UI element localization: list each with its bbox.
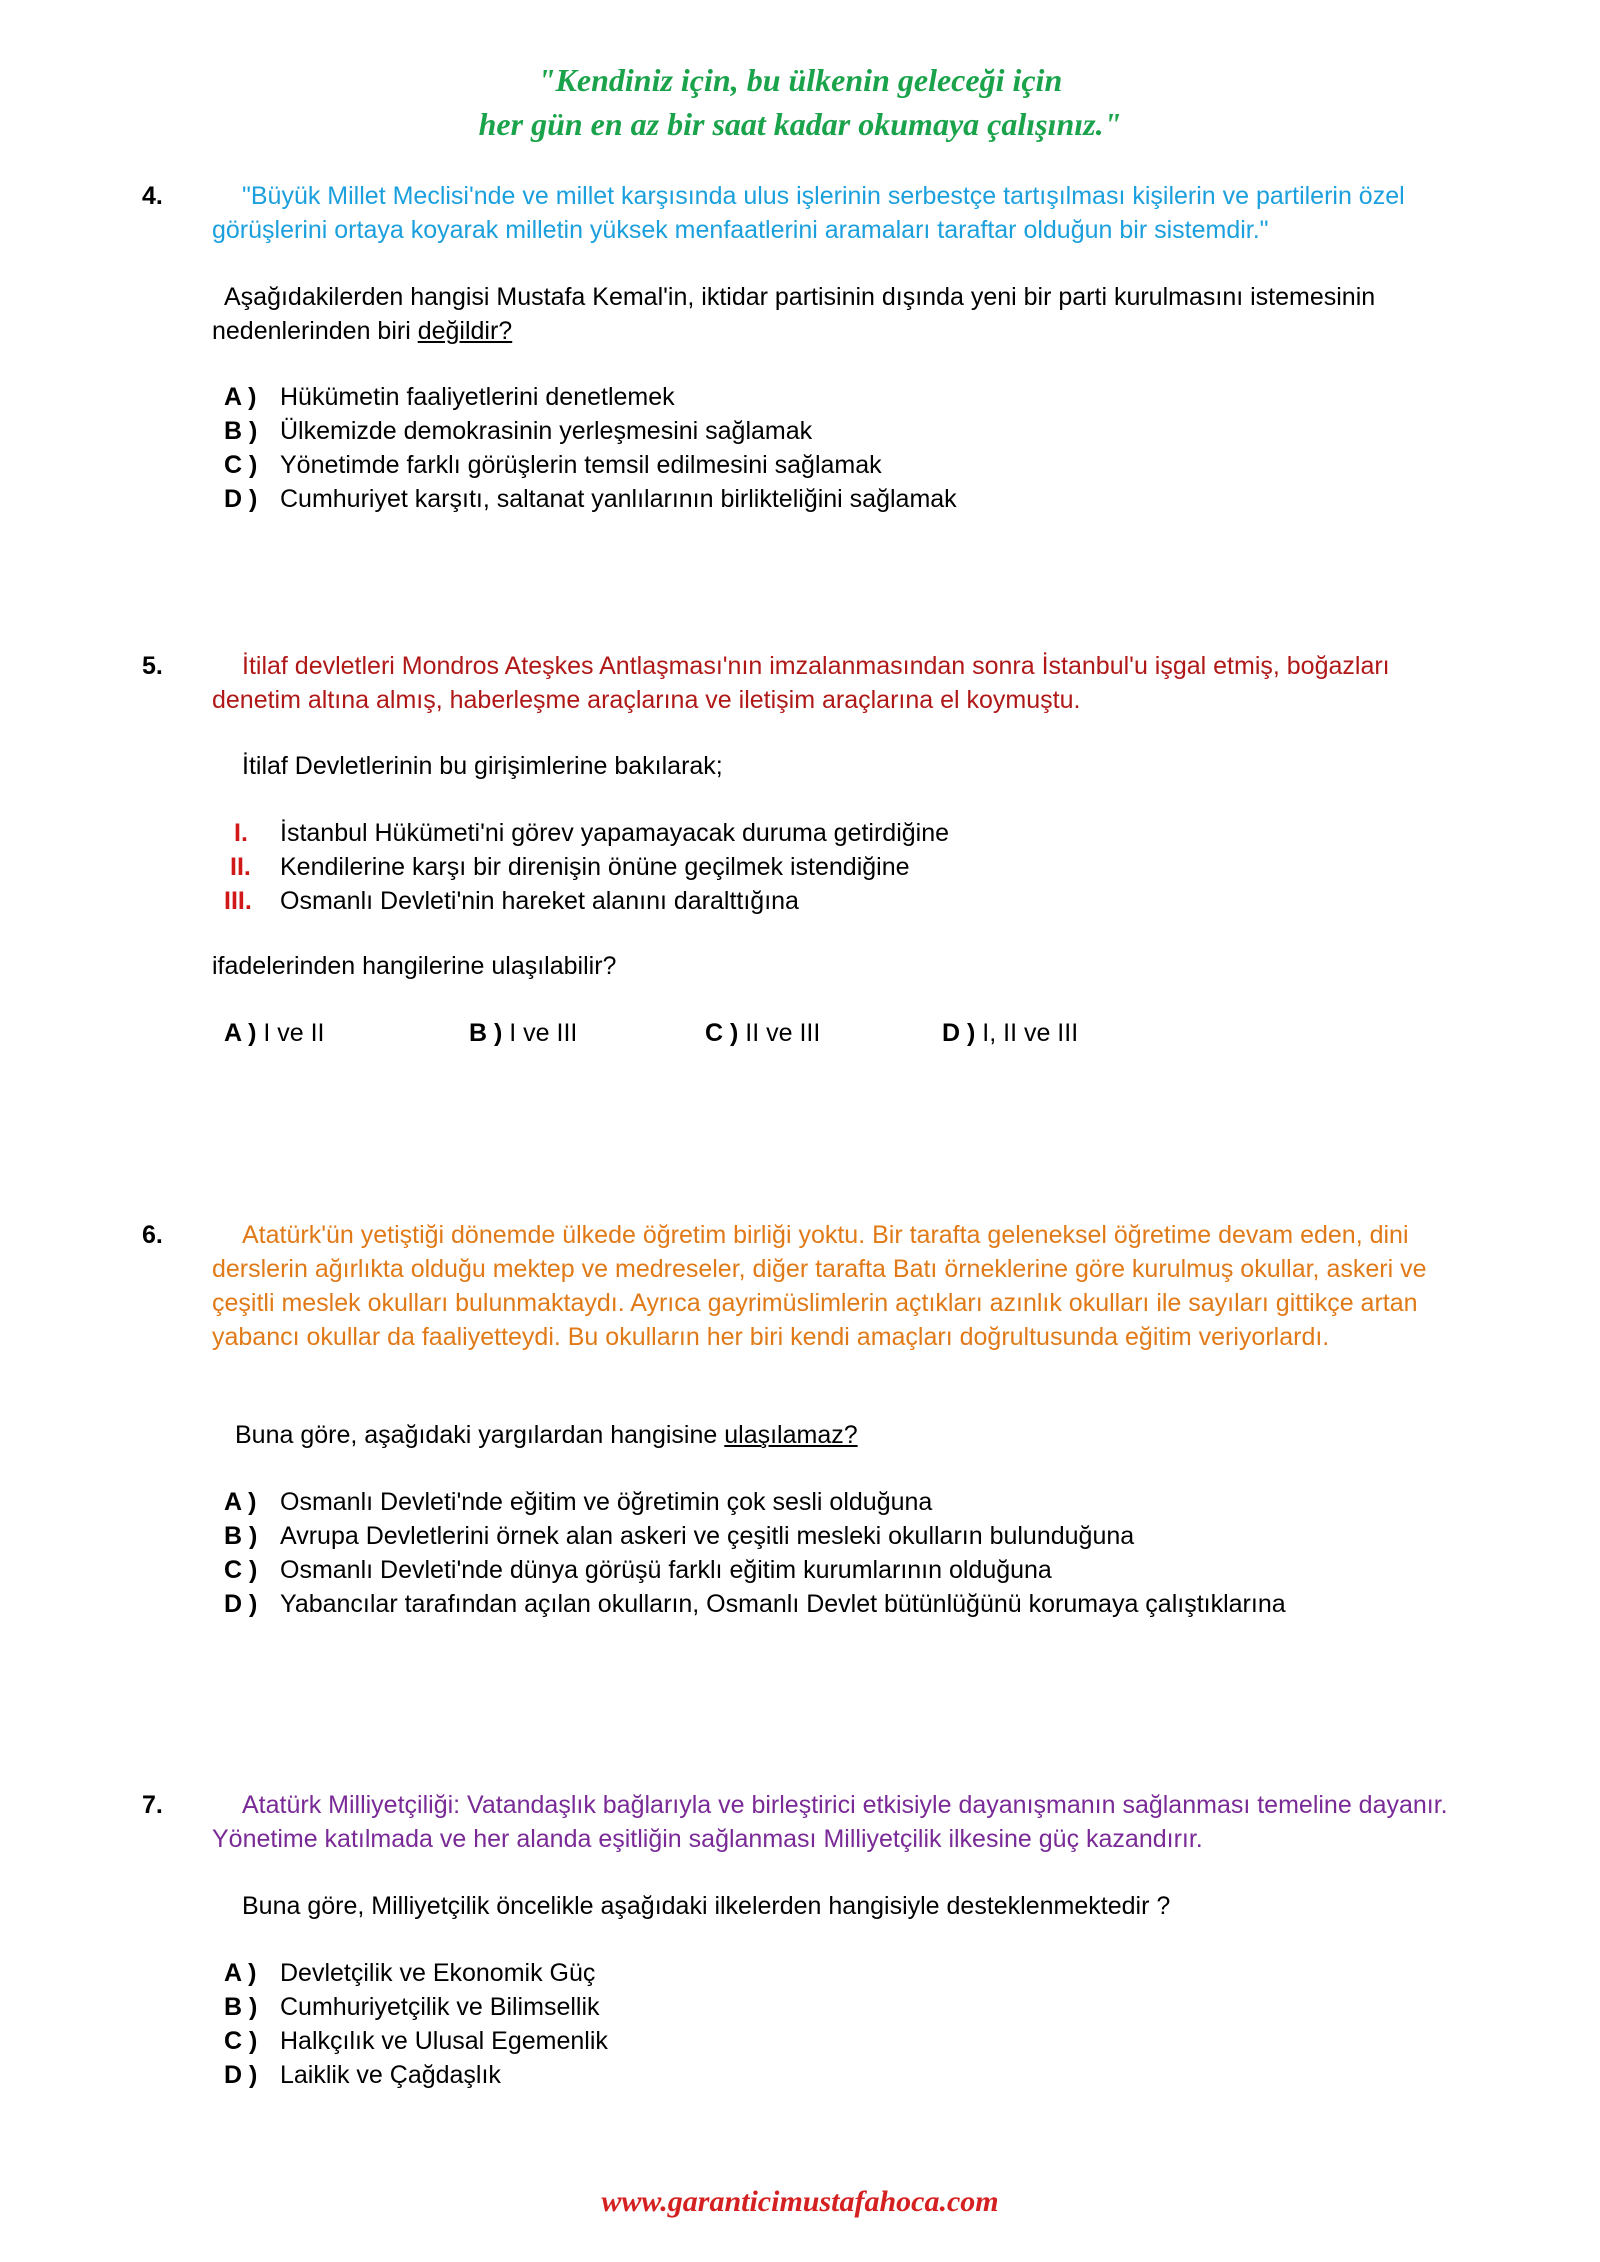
option-a[interactable]	[224, 380, 957, 414]
roman-text: İstanbul Hükümeti'ni görev yapamayacak duruma getirdiğine	[280, 819, 950, 847]
roman-text: Osmanlı Devleti'nin hareket alanını daralttığına	[280, 887, 799, 915]
stem-emphasis: ulaşılamaz?	[724, 1421, 858, 1449]
roman-item-3	[224, 884, 949, 918]
option-text: Cumhuriyetçilik ve Bilimsellik	[280, 1993, 600, 2021]
option-label: B )	[224, 1993, 258, 2021]
quote-line-1: "Kendiniz için, bu ülkenin geleceği için	[537, 62, 1063, 98]
option-label: D )	[224, 1590, 258, 1618]
option-b[interactable]	[224, 414, 957, 448]
question-intro: İtilaf devletleri Mondros Ateşkes Antlaşması'nın imzalanmasından sonra İstanbul'u işgal etmiş, boğazları denetim altına almış, haberleşme araçlarına ve iletişim araçlarına el koymuştu.	[212, 652, 1390, 714]
option-c[interactable]	[224, 448, 957, 482]
question-prompt: ifadelerinden hangilerine ulaşılabilir?	[212, 952, 617, 980]
roman-items	[224, 816, 949, 918]
option-a[interactable]	[224, 1016, 325, 1050]
question-stem: Buna göre, Milliyetçilik öncelikle aşağıdaki ilkelerden hangisiyle desteklenmektedir ?	[242, 1892, 1171, 1920]
quote-line-2: her gün en az bir saat kadar okumaya çalışınız."	[478, 106, 1122, 142]
question-stem	[235, 1418, 1475, 1452]
roman-label: III.	[224, 887, 252, 915]
stem-text: Aşağıdakilerden hangisi Mustafa Kemal'in, iktidar partisinin dışında yeni bir parti kurulmasını istemesinin nedenlerinden biri	[212, 283, 1376, 345]
question-number: 6.	[142, 1221, 163, 1249]
option-d[interactable]	[224, 2058, 608, 2092]
option-b[interactable]	[224, 1990, 608, 2024]
option-text: Laiklik ve Çağdaşlık	[280, 2061, 501, 2089]
option-text: Osmanlı Devleti'nde eğitim ve öğretimin çok sesli olduğuna	[280, 1488, 933, 1516]
option-text: Hükümetin faaliyetlerini denetlemek	[280, 383, 675, 411]
option-d[interactable]	[942, 1016, 1078, 1050]
option-c[interactable]	[224, 1553, 1286, 1587]
roman-item-1	[224, 816, 949, 850]
answer-options	[224, 380, 957, 516]
option-text: I, II ve III	[982, 1019, 1079, 1047]
option-c[interactable]	[224, 2024, 608, 2058]
option-a[interactable]	[224, 1956, 608, 1990]
option-text: II ve III	[745, 1019, 821, 1047]
roman-text: Kendilerine karşı bir direnişin önüne geçilmek istendiğine	[280, 853, 910, 881]
option-label: C )	[705, 1019, 739, 1047]
option-text: Devletçilik ve Ekonomik Güç	[280, 1959, 596, 1987]
option-label: D )	[942, 1019, 976, 1047]
question-intro: Atatürk'ün yetiştiği dönemde ülkede öğretim birliği yoktu. Bir tarafta geleneksel öğretime devam eden, dini derslerin ağırlıkta olduğu mektep ve medreseler, diğer tarafta Batı örneklerine göre kurulmuş okullar, askeri ve çeşitli meslek okulları bulunmaktaydı. Ayrıca gayrimüslimlerin açtıkları azınlık okulları ile sayıları gittikçe artan yabancı okullar da faaliyetteydi. Bu okulların her biri kendi amaçları doğrultusunda eğitim veriyorlardı.	[212, 1221, 1427, 1351]
option-d[interactable]	[224, 482, 957, 516]
option-text: Yabancılar tarafından açılan okulların, Osmanlı Devlet bütünlüğünü korumaya çalıştıklarına	[280, 1590, 1286, 1618]
question-number: 5.	[142, 652, 163, 680]
page-header-quote	[0, 58, 1600, 146]
option-text: I ve III	[509, 1019, 578, 1047]
option-label: D )	[224, 485, 258, 513]
stem-emphasis: değildir?	[417, 317, 513, 345]
option-label: B )	[224, 417, 258, 445]
question-number: 7.	[142, 1791, 163, 1819]
option-b[interactable]	[469, 1016, 577, 1050]
stem-text: Buna göre, aşağıdaki yargılardan hangisine	[235, 1421, 725, 1449]
question-intro: "Büyük Millet Meclisi'nde ve millet karşısında ulus işlerinin serbestçe tartışılması kişilerin ve partilerin özel görüşlerini ortaya koyarak milletin yüksek menfaatlerini aramaları taraftar olduğun bir sistemdir."	[212, 182, 1405, 244]
option-label: A )	[224, 1488, 257, 1516]
option-b[interactable]	[224, 1519, 1286, 1553]
option-label: C )	[224, 451, 258, 479]
answer-options	[224, 1485, 1286, 1621]
option-c[interactable]	[705, 1016, 820, 1050]
option-text: Osmanlı Devleti'nde dünya görüşü farklı eğitim kurumlarının olduğuna	[280, 1556, 1052, 1584]
option-label: C )	[224, 2027, 258, 2055]
option-label: B )	[224, 1522, 258, 1550]
option-text: Yönetimde farklı görüşlerin temsil edilmesini sağlamak	[280, 451, 882, 479]
option-text: Avrupa Devletlerini örnek alan askeri ve çeşitli mesleki okulların bulunduğuna	[280, 1522, 1135, 1550]
option-text: Halkçılık ve Ulusal Egemenlik	[280, 2027, 608, 2055]
option-text: I ve II	[263, 1019, 325, 1047]
option-text: Cumhuriyet karşıtı, saltanat yanlılarının birlikteliğini sağlamak	[280, 485, 957, 513]
footer-website-link[interactable]: www.garanticimustafahoca.com	[601, 2185, 999, 2218]
question-stem: İtilaf Devletlerinin bu girişimlerine bakılarak;	[242, 752, 723, 780]
question-number: 4.	[142, 182, 163, 210]
option-a[interactable]	[224, 1485, 1286, 1519]
option-text: Ülkemizde demokrasinin yerleşmesini sağlamak	[280, 417, 813, 445]
option-label: A )	[224, 1019, 257, 1047]
question-intro: Atatürk Milliyetçiliği: Vatandaşlık bağlarıyla ve birleştirici etkisiyle dayanışmanın sağlanması temeline dayanır. Yönetime katılmada ve her alanda eşitliğin sağlanması Milliyetçilik ilkesine güç kazandırır.	[212, 1791, 1448, 1853]
roman-label: I.	[234, 819, 248, 847]
option-label: C )	[224, 1556, 258, 1584]
option-label: B )	[469, 1019, 503, 1047]
option-label: D )	[224, 2061, 258, 2089]
option-label: A )	[224, 383, 257, 411]
roman-item-2	[224, 850, 949, 884]
answer-options	[224, 1956, 608, 2092]
option-label: A )	[224, 1959, 257, 1987]
option-d[interactable]	[224, 1587, 1286, 1621]
roman-label: II.	[230, 853, 251, 881]
question-stem	[212, 280, 1452, 348]
